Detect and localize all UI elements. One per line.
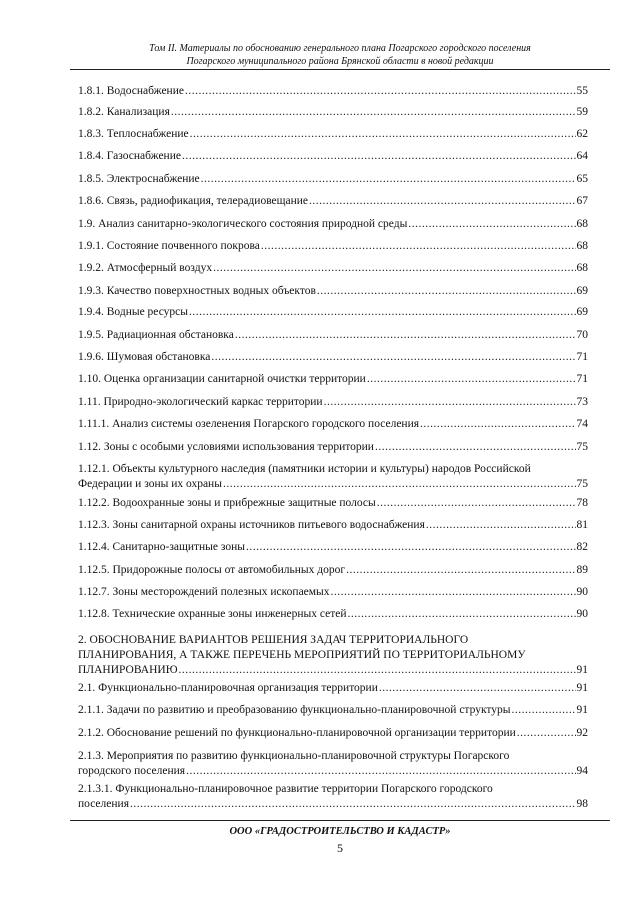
toc-entry-page: 68 — [576, 218, 588, 230]
toc-entry-title: 1.8.5. Электроснабжение — [78, 173, 200, 185]
dot-leader — [235, 328, 576, 343]
toc-entry-title: 2.1.1. Задачи по развитию и преобразованию функционально-планировочной структуры — [78, 704, 511, 716]
toc-entry-row — [78, 563, 588, 578]
toc-entry — [78, 239, 588, 254]
toc-entry-page: 55 — [576, 85, 588, 97]
toc-entry-page: 91 — [576, 704, 588, 716]
toc-entry-title: 1.12.8. Технические охранные зоны инженерных сетей — [78, 608, 347, 620]
toc-entry-row — [78, 350, 588, 365]
toc-entry — [78, 585, 588, 600]
toc-entry-page: 91 — [576, 682, 588, 694]
toc-entry-title-line: 2. ОБОСНОВАНИЕ ВАРИАНТОВ РЕШЕНИЯ ЗАДАЧ ТЕРРИТОРИАЛЬНОГО — [78, 634, 469, 646]
toc-entry-row — [78, 764, 588, 779]
toc-entry — [78, 607, 588, 622]
toc-entry-page: 90 — [576, 586, 588, 598]
toc-entry — [78, 149, 588, 164]
toc-entry-title: 1.9.4. Водные ресурсы — [78, 306, 188, 318]
dot-leader — [408, 217, 575, 232]
toc-entry — [78, 782, 588, 812]
dot-leader — [309, 194, 575, 209]
toc-entry-row — [78, 305, 588, 320]
toc-entry-row — [78, 518, 588, 533]
toc-entry-row — [78, 417, 588, 432]
dot-leader — [317, 284, 576, 299]
dot-leader — [130, 797, 576, 812]
toc-entry — [78, 284, 588, 299]
toc-entry — [78, 540, 588, 555]
toc-entry-page: 89 — [576, 564, 588, 576]
toc-entry — [78, 217, 588, 232]
toc-entry-title: 1.9.5. Радиационная обстановка — [78, 329, 234, 341]
toc-entry — [78, 518, 588, 533]
toc-entry-page: 70 — [576, 329, 588, 341]
toc-entry — [78, 105, 588, 120]
toc-entry-title: 1.8.1. Водоснабжение — [78, 85, 184, 97]
dot-leader — [190, 127, 576, 142]
toc-entry-page: 69 — [576, 285, 588, 297]
toc-entry-title: 1.12.5. Придорожные полосы от автомобильных дорог — [78, 564, 346, 576]
toc-entry-title: 1.8.3. Теплоснабжение — [78, 128, 189, 140]
toc-entry-page: 69 — [576, 306, 588, 318]
toc-entry — [78, 372, 588, 387]
toc-entry-title: 1.11.1. Анализ системы озеленения Погарского городского поселения — [78, 418, 420, 430]
toc-entry-row — [78, 217, 588, 232]
toc-entry-title-line: 1.12.1. Объекты культурного наследия (памятники истории и культуры) народов Российской — [78, 463, 531, 475]
toc-entry-page: 65 — [576, 173, 588, 185]
toc-entry-page: 67 — [576, 195, 588, 207]
dot-leader — [511, 703, 575, 718]
toc-entry-row — [78, 681, 588, 696]
toc-entry-title: 1.8.2. Канализация — [78, 106, 170, 118]
dot-leader — [517, 726, 576, 741]
dot-leader — [379, 681, 576, 696]
toc-entry-page: 82 — [576, 541, 588, 553]
toc-entry-title: 1.12.3. Зоны санитарной охраны источников питьевого водоснабжения — [78, 519, 425, 531]
toc-entry-page: 81 — [576, 519, 588, 531]
toc-entry-row — [78, 395, 588, 410]
dot-leader — [186, 764, 575, 779]
dot-leader — [420, 417, 575, 432]
toc-entry — [78, 703, 588, 718]
toc-entry — [78, 496, 588, 511]
toc-entry-row — [78, 105, 588, 120]
toc-entry-page: 59 — [576, 106, 588, 118]
toc-entry-page: 68 — [576, 240, 588, 252]
toc-entry-title: 1.9.6. Шумовая обстановка — [78, 351, 211, 363]
dot-leader — [324, 395, 576, 410]
toc-entry-page: 75 — [576, 441, 588, 453]
toc-entry-title: городского поселения — [78, 765, 186, 777]
toc-entry-page: 71 — [576, 373, 588, 385]
toc-entry-page: 62 — [576, 128, 588, 140]
toc-entry-title: 1.9.2. Атмосферный воздух — [78, 262, 213, 274]
toc-entry-page: 92 — [576, 727, 588, 739]
toc-entry-row — [78, 84, 588, 99]
toc-entry-page: 71 — [576, 351, 588, 363]
toc-entry-row — [78, 440, 588, 455]
toc-entry — [78, 563, 588, 578]
running-header — [70, 42, 610, 68]
toc-entry — [78, 462, 588, 492]
toc-entry-title: 1.9. Анализ санитарно-экологического состояния природной среды — [78, 218, 408, 230]
toc-entry-row — [78, 372, 588, 387]
toc-entry-page: 64 — [576, 150, 588, 162]
footer-rule — [70, 820, 610, 821]
toc-entry — [78, 681, 588, 696]
toc-entry — [78, 127, 588, 142]
dot-leader — [246, 540, 576, 555]
dot-leader — [331, 585, 576, 600]
dot-leader — [375, 440, 576, 455]
toc-entry-title: Федерации и зоны их охраны — [78, 478, 222, 490]
toc-entry-title-line: ПЛАНИРОВАНИЯ, А ТАКЖЕ ПЕРЕЧЕНЬ МЕРОПРИЯТИЙ ПО ТЕРРИТОРИАЛЬНОМУ — [78, 649, 526, 661]
toc-entry-row — [78, 663, 588, 678]
toc-entry-row — [78, 477, 588, 492]
dot-leader — [348, 607, 576, 622]
toc-entry-page: 68 — [576, 262, 588, 274]
toc-entry-title: 1.8.4. Газоснабжение — [78, 150, 181, 162]
toc-entry-title: ПЛАНИРОВАНИЮ — [78, 664, 178, 676]
dot-leader — [261, 239, 576, 254]
dot-leader — [377, 496, 576, 511]
toc-entry-title: 1.8.6. Связь, радиофикация, телерадиовещание — [78, 195, 309, 207]
dot-leader — [213, 261, 575, 276]
toc-entry-page: 74 — [576, 418, 588, 430]
dot-leader — [223, 477, 576, 492]
toc-entry-title-line: 2.1.3.1. Функционально-планировочное развитие территории Погарского городского — [78, 783, 493, 795]
toc-entry-row — [78, 127, 588, 142]
toc-entry — [78, 633, 588, 678]
toc-entry-title-line: 2.1.3. Мероприятия по развитию функционально-планировочной структуры Погарского — [78, 750, 510, 762]
toc-entry-row — [78, 239, 588, 254]
toc-entry — [78, 172, 588, 187]
toc-entry-page: 90 — [576, 608, 588, 620]
toc-entry-row — [78, 726, 588, 741]
toc-entry-title: 1.12.4. Санитарно-защитные зоны — [78, 541, 245, 553]
toc-entry-title: 1.12.7. Зоны месторождений полезных ископаемых — [78, 586, 330, 598]
toc-entry-row — [78, 194, 588, 209]
toc-entry — [78, 84, 588, 99]
toc-entry — [78, 328, 588, 343]
toc-entry-page: 75 — [576, 478, 588, 490]
toc-entry-page: 73 — [576, 396, 588, 408]
header-line-1: Том II. Материалы по обоснованию генерального плана Погарского городского поселения — [149, 43, 531, 54]
toc-entry-row — [78, 261, 588, 276]
footer-organization: ООО «ГРАДОСТРОИТЕЛЬСТВО И КАДАСТР» — [229, 826, 451, 837]
dot-leader — [346, 563, 575, 578]
toc-entry-page: 94 — [576, 765, 588, 777]
toc-entry-row — [78, 496, 588, 511]
toc-entry-row — [78, 703, 588, 718]
dot-leader — [201, 172, 576, 187]
toc-entry-title: 1.10. Оценка организации санитарной очистки территории — [78, 373, 366, 385]
toc-entry — [78, 261, 588, 276]
toc-entry — [78, 305, 588, 320]
toc-entry-row — [78, 149, 588, 164]
dot-leader — [426, 518, 576, 533]
toc-entry-title: 1.9.3. Качество поверхностных водных объектов — [78, 285, 316, 297]
toc-entry-row — [78, 328, 588, 343]
toc-entry — [78, 726, 588, 741]
toc-entry — [78, 350, 588, 365]
toc-entry-title: 1.12. Зоны с особыми условиями использования территории — [78, 441, 374, 453]
header-line-2: Погарского муниципального района Брянской области в новой редакции — [186, 56, 494, 67]
toc-entry-title: 1.9.1. Состояние почвенного покрова — [78, 240, 260, 252]
dot-leader — [171, 105, 576, 120]
header-rule — [70, 69, 610, 70]
toc-entry-page: 98 — [576, 798, 588, 810]
dot-leader — [189, 305, 576, 320]
toc-entry-row — [78, 284, 588, 299]
dot-leader — [211, 350, 575, 365]
toc-entry-row — [78, 540, 588, 555]
toc-entry — [78, 749, 588, 779]
toc-entry-title: 1.11. Природно-экологический каркас территории — [78, 396, 323, 408]
toc-entry-row — [78, 607, 588, 622]
toc-entry-page: 78 — [576, 497, 588, 509]
dot-leader — [182, 149, 576, 164]
toc-entry-row — [78, 585, 588, 600]
toc-entry-row — [78, 172, 588, 187]
dot-leader — [367, 372, 576, 387]
toc-entry-title: 2.1. Функционально-планировочная организация территории — [78, 682, 378, 694]
toc-entry-title: поселения — [78, 798, 129, 810]
toc-entry-title: 1.12.2. Водоохранные зоны и прибрежные защитные полосы — [78, 497, 376, 509]
toc-entry — [78, 194, 588, 209]
toc-entry — [78, 417, 588, 432]
dot-leader — [179, 663, 576, 678]
page-number: 5 — [337, 841, 343, 855]
toc-entry-row — [78, 797, 588, 812]
toc-entry-title: 2.1.2. Обоснование решений по функционально-планировочной организации территории — [78, 727, 516, 739]
toc-entry-page: 91 — [576, 664, 588, 676]
dot-leader — [185, 84, 576, 99]
toc-entry — [78, 395, 588, 410]
toc-entry — [78, 440, 588, 455]
